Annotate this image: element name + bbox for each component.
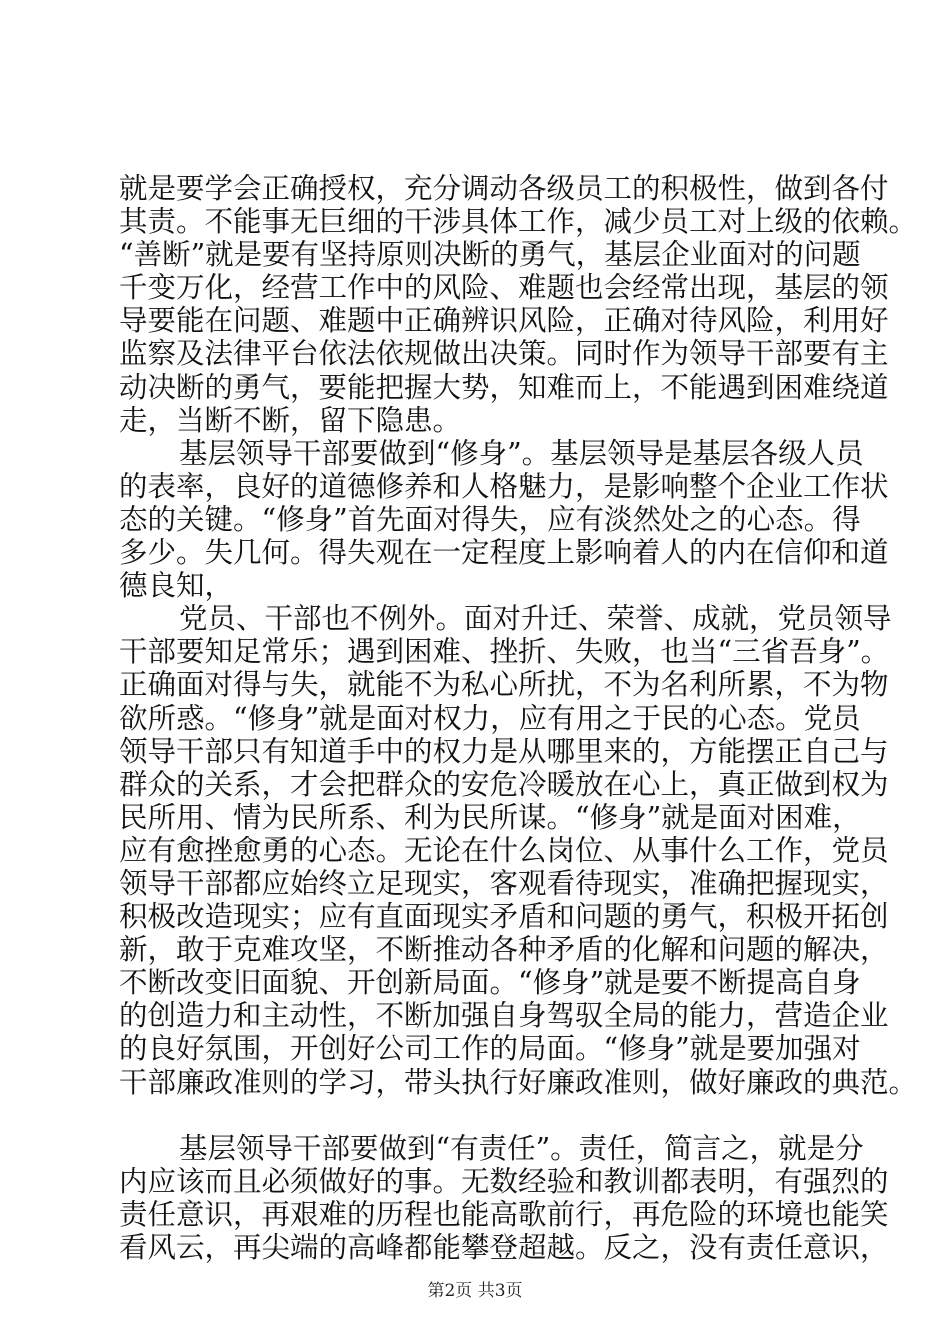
text-line: 的创造力和主动性，不断加强自身驾驭全局的能力，营造企业 <box>119 999 889 1033</box>
body-text <box>119 172 918 1264</box>
text-line: “善断”就是要有坚持原则决断的勇气，基层企业面对的问题 <box>119 238 861 272</box>
page-footer: 第2页 共3页 <box>427 1281 523 1301</box>
text-line: 走，当断不断，留下隐患。 <box>119 403 462 437</box>
text-line: 基层领导干部要做到“修身”。基层领导是基层各级人员 <box>179 436 864 470</box>
text-line: 不断改变旧面貌、开创新局面。“修身”就是要不断提高自身 <box>119 966 861 1000</box>
text-line: 看风云，再尖端的高峰都能攀登超越。反之，没有责任意识， <box>119 1231 889 1264</box>
text-line: 动决断的勇气，要能把握大势，知难而上，不能遇到困难绕道 <box>119 370 889 404</box>
text-line: 积极改造现实；应有直面现实矛盾和问题的勇气，积极开拓创 <box>119 900 889 934</box>
text-line: 新，敢于克难攻坚，不断推动各种矛盾的化解和问题的解决， <box>119 933 889 967</box>
text-line: 领导干部只有知道手中的权力是从哪里来的，方能摆正自己与 <box>119 734 889 768</box>
text-line: 态的关键。“修身”首先面对得失，应有淡然处之的心态。得 <box>119 502 861 536</box>
text-line: 的表率，良好的道德修养和人格魅力，是影响整个企业工作状 <box>119 469 889 503</box>
text-line: 欲所惑。“修身”就是面对权力，应有用之于民的心态。党员 <box>119 701 861 735</box>
text-line: 基层领导干部要做到“有责任”。责任，简言之，就是分 <box>179 1131 864 1165</box>
text-line: 应有愈挫愈勇的心态。无论在什么岗位、从事什么工作，党员 <box>119 833 889 867</box>
text-line: 就是要学会正确授权，充分调动各级员工的积极性，做到各付 <box>119 172 889 205</box>
paragraph-gap <box>119 1099 859 1132</box>
text-line: 多少。失几何。得失观在一定程度上影响着人的内在信仰和道 <box>119 536 889 570</box>
text-line: 导要能在问题、难题中正确辨识风险，正确对待风险，利用好 <box>119 304 889 338</box>
text-line: 正确面对得与失，就能不为私心所扰，不为名利所累，不为物 <box>119 668 889 702</box>
text-line: 内应该而且必须做好的事。无数经验和教训都表明，有强烈的 <box>119 1164 889 1198</box>
text-line: 德良知， <box>119 569 234 603</box>
text-line: 千变万化，经营工作中的风险、难题也会经常出现，基层的领 <box>119 271 889 305</box>
text-line: 干部要知足常乐；遇到困难、挫折、失败，也当“三省吾身”。 <box>119 635 890 669</box>
text-line: 党员、干部也不例外。面对升迁、荣誉、成就，党员领导 <box>179 602 892 636</box>
text-line: 领导干部都应始终立足现实，客观看待现实，准确把握现实， <box>119 866 889 900</box>
text-line: 的良好氛围，开创好公司工作的局面。“修身”就是要加强对 <box>119 1032 861 1066</box>
text-line: 群众的关系，才会把群众的安危冷暖放在心上，真正做到权为 <box>119 767 889 801</box>
text-line: 监察及法律平台依法依规做出决策。同时作为领导干部要有主 <box>119 337 889 371</box>
text-line: 干部廉政准则的学习，带头执行好廉政准则，做好廉政的典范。 <box>119 1065 918 1099</box>
text-line: 责任意识，再艰难的历程也能高歌前行，再危险的环境也能笑 <box>119 1197 889 1231</box>
text-line: 其责。不能事无巨细的干涉具体工作，减少员工对上级的依赖。 <box>119 205 918 239</box>
text-line: 民所用、情为民所系、利为民所谋。“修身”就是面对困难， <box>119 800 861 834</box>
